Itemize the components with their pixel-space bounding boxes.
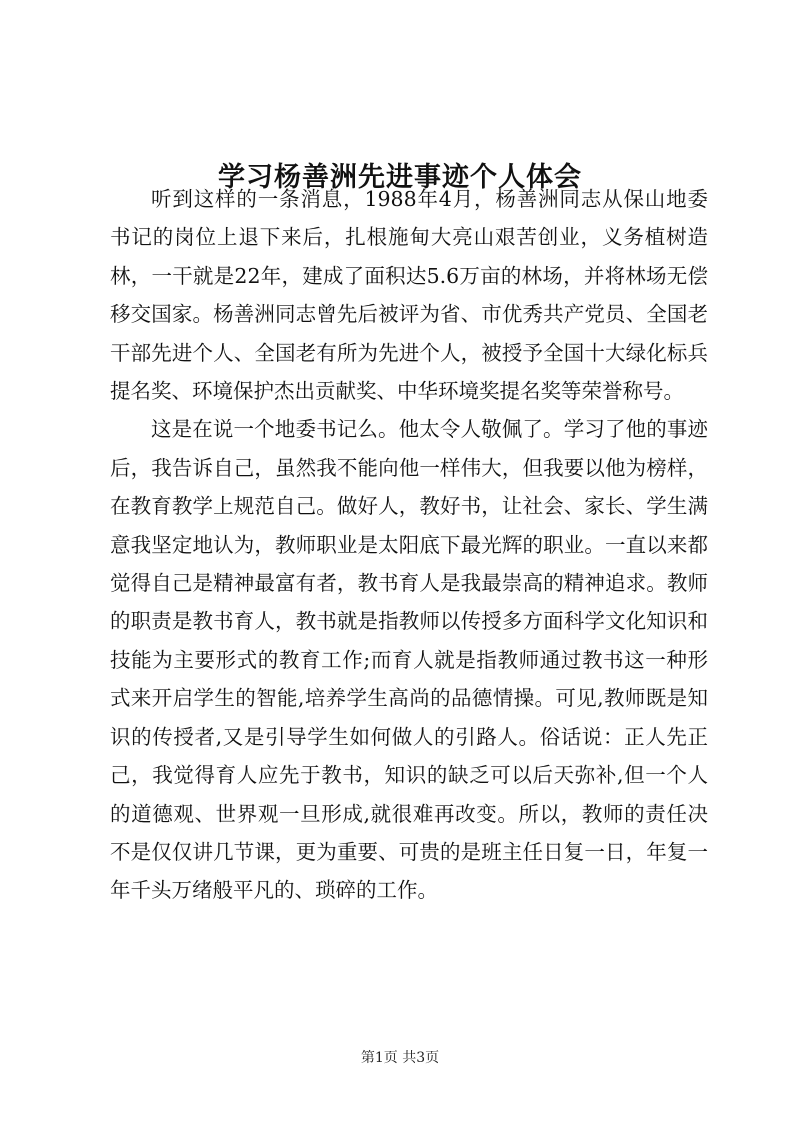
page-number-footer: 第1页 共3页 bbox=[360, 1050, 440, 1066]
document-title: 学习杨善洲先进事迹个人体会 bbox=[218, 162, 582, 194]
document-body bbox=[110, 180, 708, 910]
paragraph-1: 听到这样的一条消息，1988年4月，杨善洲同志从保山地委书记的岗位上退下来后，扎根施甸大亮山艰苦创业，义务植树造林，一干就是22年，建成了面积达5.6万亩的林场，并将林场无偿移交国家。杨善洲同志曾先后被评为省、市优秀共产党员、全国老干部先进个人、全国老有所为先进个人，被授予全国十大绿化标兵提名奖、环境保护杰出贡献奖、中华环境奖提名奖等荣誉称号。 bbox=[110, 187, 708, 404]
paragraph-2: 这是在说一个地委书记么。他太令人敬佩了。学习了他的事迹后，我告诉自己，虽然我不能向他一样伟大，但我要以他为榜样，在教育教学上规范自己。做好人，教好书，让社会、家长、学生满意我坚定地认为，教师职业是太阳底下最光辉的职业。一直以来都觉得自己是精神最富有者，教书育人是我最崇高的精神追求。教师的职责是教书育人，教书就是指教师以传授多方面科学文化知识和技能为主要形式的教育工作;而育人就是指教师通过教书这一种形式来开启学生的智能,培养学生高尚的品德情操。可见,教师既是知识的传授者,又是引导学生如何做人的引路人。俗话说：正人先正己，我觉得育人应先于教书，知识的缺乏可以后天弥补,但一个人的道德观、世界观一旦形成,就很难再改变。所以，教师的责任决不是仅仅讲几节课，更为重要、可贵的是班主任日复一日，年复一年千头万绪般平凡的、琐碎的工作。 bbox=[110, 417, 708, 903]
